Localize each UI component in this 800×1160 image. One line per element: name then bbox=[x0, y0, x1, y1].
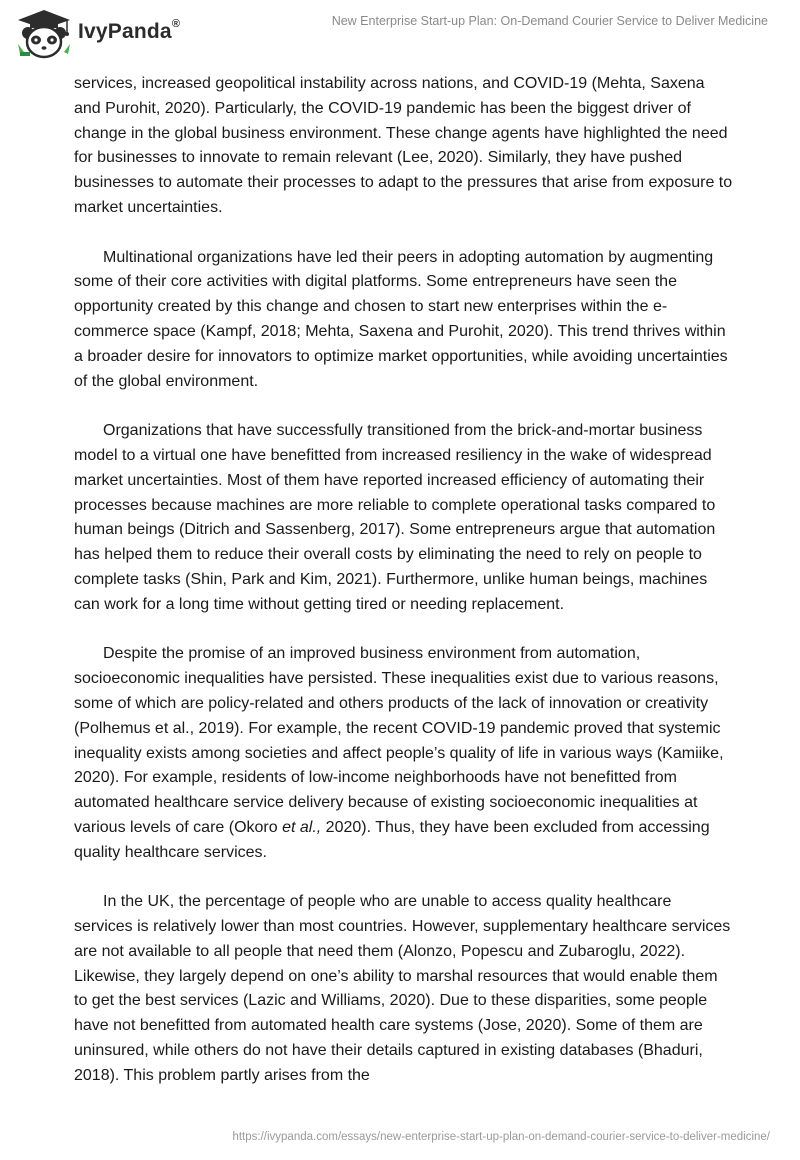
source-url[interactable]: https://ivypanda.com/essays/new-enterprise-start-up-plan-on-demand-courier-service-to-deliver-medicine/ bbox=[232, 1131, 770, 1143]
brand-name[interactable] bbox=[78, 20, 180, 44]
brand-text: IvyPanda bbox=[78, 20, 172, 43]
paragraph-2: Multinational organizations have led their peers in adopting automation by augmenting some of their core activities with digital platforms. Some entrepreneurs have seen the opportunity created by this change and chosen to start new enterprises within the e-commerce space (Kampf, 2018; Mehta, Saxena and Purohit, 2020). This trend thrives within a broader desire for innovators to optimize market opportunities, while avoiding uncertainties of the global environment. bbox=[74, 248, 728, 390]
paragraph-4-text-after: 2020). Thus, they have been excluded from accessing quality healthcare services. bbox=[74, 818, 710, 861]
paragraph-5: In the UK, the percentage of people who are unable to access quality healthcare services is relatively lower than most countries. However, supplementary healthcare services are not available to all people that need them (Alonzo, Popescu and Zubaroglu, 2022). Likewise, they largely depend on one’s ability to marshal resources that would enable them to get the best services (Lazic and Williams, 2020). Due to these disparities, some people have not benefitted from automated health care systems (Jose, 2020). Some of them are uninsured, while others do not have their details captured in existing databases (Bhaduri, 2018). This problem partly arises from the bbox=[74, 893, 731, 1084]
paragraph-4 bbox=[74, 642, 734, 865]
paragraph-4-text-before: Despite the promise of an improved business environment from automation, socioeconomic inequalities have persisted. These inequalities exist due to various reasons, some of which are policy-related and others products of the lack of innovation or creativity (Polhemus et al., 2019). For example, the recent COVID-19 pandemic proved that systemic inequality exists among societies and affect people’s quality of life in various ways (Kamiike, 2020). For example, residents of low-income neighborhoods have not benefitted from automated healthcare service delivery because of existing socioeconomic inequalities at various levels of care (Okoro bbox=[74, 645, 724, 836]
paragraph-1: services, increased geopolitical instability across nations, and COVID-19 (Mehta, Saxena and Purohit, 2020). Particularly, the COVID-19 pandemic has been the biggest driver of change in the global business environment. These change agents have highlighted the need for businesses to innovate to remain relevant (Lee, 2020). Similarly, they have pushed businesses to automate their processes to adapt to the pressures that arise from exposure to market uncertainties. bbox=[74, 75, 733, 216]
paragraph-3: Organizations that have successfully transitioned from the brick-and-mortar business model to a virtual one have benefitted from increased resiliency in the wake of widespread market uncertainties. Most of them have reported increased efficiency of automating their processes because machines are more reliable to complete operational tasks compared to human beings (Ditrich and Sassenberg, 2017). Some entrepreneurs argue that automation has helped them to reduce their overall costs by eliminating the need to rely on people to complete tasks (Shin, Park and Kim, 2021). Furthermore, unlike human beings, machines can work for a long time without getting tired or needing replacement. bbox=[74, 422, 716, 613]
panda-graduate-logo-icon[interactable] bbox=[14, 6, 74, 62]
page-header bbox=[0, 0, 800, 66]
paragraph-4-italic: et al., bbox=[282, 818, 322, 836]
document-title: New Enterprise Start-up Plan: On-Demand Courier Service to Deliver Medicine bbox=[331, 14, 768, 28]
essay-body bbox=[74, 72, 734, 1113]
registered-mark: ® bbox=[171, 18, 181, 30]
